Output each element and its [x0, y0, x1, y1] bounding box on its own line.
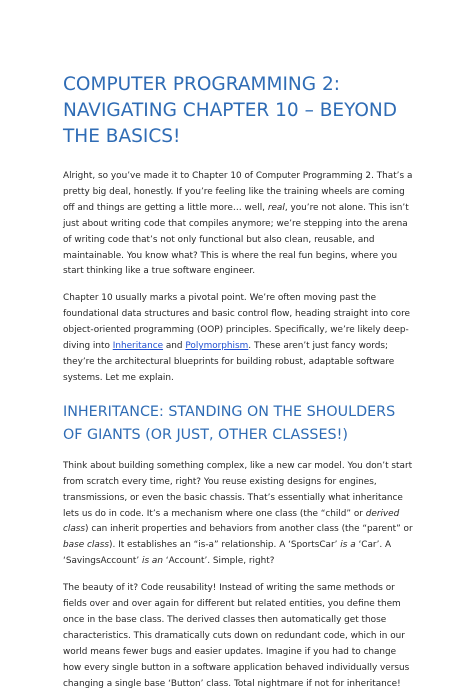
overview-text-1: Chapter 10 usually marks a pivotal point. We’re often moving past the foundational data structures and basic control flow, heading straight into core object-oriented programming (OOP) principles. Specifically, we’re likely deep-diving into — [63, 293, 410, 352]
inheritance-text-2: ) can inherit properties and behaviors from another class (the “parent” or — [85, 524, 413, 535]
emphasis-is-a: is a — [340, 540, 356, 551]
overview-text-2: and — [163, 341, 186, 352]
inheritance-text-4: ‘Car’. A ‘SavingsAccount’ — [63, 540, 392, 567]
intro-text-2: , you’re not alone. This isn’t just about writing code that compiles anymore; we’re stepping into the arena of writing code that’s not only functional but also clean, reusable, and maintainable. You know what? This is where the real fun begins, where you start thinking like a true software engineer. — [63, 202, 409, 277]
polymorphism-link[interactable]: Polymorphism — [185, 341, 249, 352]
intro-emphasis-real: real — [267, 202, 285, 213]
inheritance-text-3: ). It establishes an “is-a” relationship. A ‘SportsCar’ — [109, 540, 341, 551]
inheritance-section-heading: INHERITANCE: STANDING ON THE SHOULDERS OF GIANTS (OR JUST, OTHER CLASSES!) — [63, 403, 396, 443]
overview-text-3: . These aren’t just fancy words; they’re the architectural blueprints for building robust, adaptable software systems. Let me explain. — [63, 341, 395, 383]
intro-text-1: Alright, so you’ve made it to Chapter 10 of Computer Programming 2. That’s a pretty big deal, honestly. If you’re feeling like the training wheels are coming off and things are getting a little more… well, — [63, 171, 413, 213]
document-content — [63, 72, 413, 692]
inheritance-link[interactable]: Inheritance — [112, 341, 164, 352]
emphasis-base-class: base class — [63, 540, 110, 551]
inheritance-paragraph-1 — [63, 459, 413, 570]
inheritance-text-5: ‘Account’. Simple, right? — [162, 556, 275, 567]
document-title: COMPUTER PROGRAMMING 2: NAVIGATING CHAPTER 10 – BEYOND THE BASICS! — [63, 74, 398, 147]
emphasis-derived-class: derived class — [63, 508, 400, 535]
inheritance-text-1: Think about building something complex, like a new car model. You don’t start from scratch every time, right? You reuse existing designs for engines, transmissions, or even the basic chassis. That’s essentially what inheritance lets us do in code. It’s a mechanism where one class (the “child” or — [63, 460, 413, 519]
intro-paragraph — [63, 169, 413, 280]
inheritance-paragraph-2: The beauty of it? Code reusability! Instead of writing the same methods or fields over and over again for different but related entities, you define them once in the base class. The derived classes then automatically get those characteristics. This dramatically cuts down on redundant code, which in our world means fewer bugs and easier updates. Imagine if you had to change how every single button in a software application behaved individually versus changing a single base ‘Button’ class. Total nightmare if not for inheritance! — [63, 583, 410, 689]
emphasis-is-an: is an — [141, 556, 163, 567]
chapter-overview-paragraph — [63, 291, 413, 386]
